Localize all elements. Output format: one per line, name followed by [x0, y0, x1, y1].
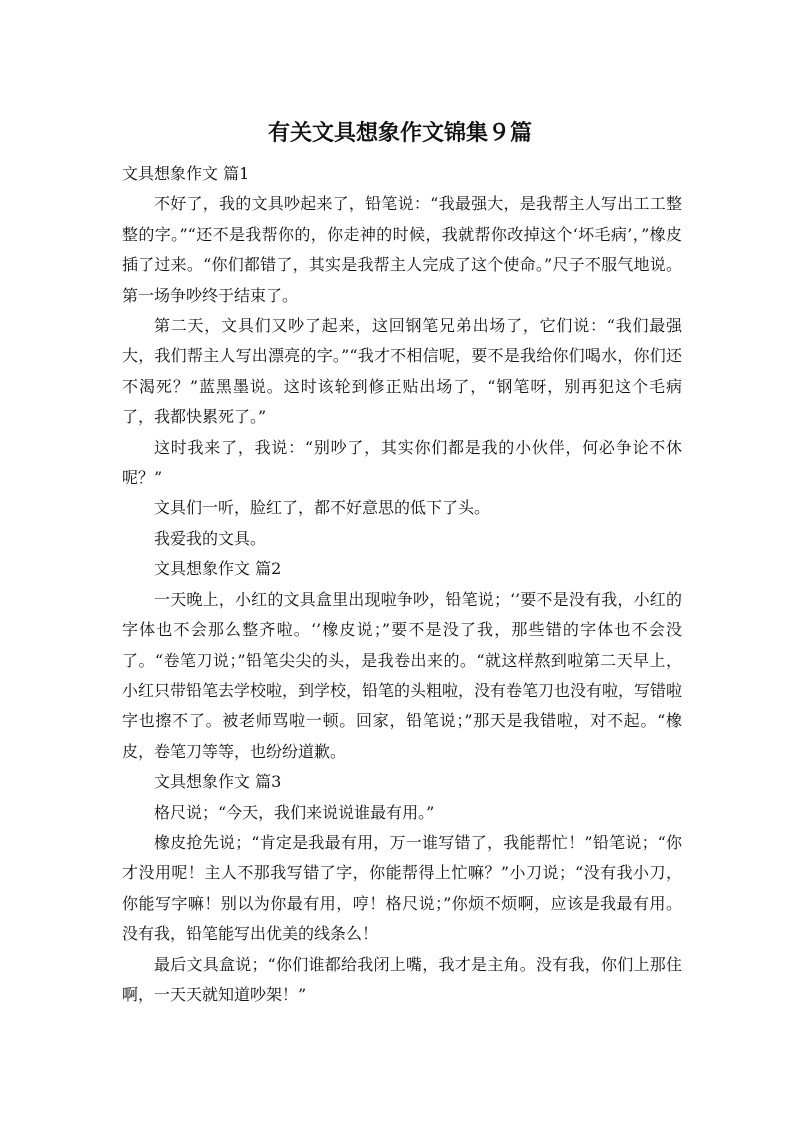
paragraph: 这时我来了，我说：“别吵了，其实你们都是我的小伙伴，何必争论不休呢？”	[122, 437, 682, 488]
section-heading: 文具想象作文 篇3	[154, 772, 282, 792]
paragraph: 不好了，我的文具吵起来了，铅笔说：“我最强大，是我帮主人写出工工整整的字。”“还不是我帮你的，你走神的时候，我就帮你改掉这个‘坏毛病’，”橡皮插了过来。“你们都错了，其实是我帮主人完成了这个使命。”尺子不服气地说。第一场争吵终于结束了。	[122, 194, 682, 305]
paragraph: 格尺说；“今天，我们来说说谁最有用。”	[154, 802, 435, 822]
paragraph: 最后文具盒说；“你们谁都给我闭上嘴，我才是主角。没有我，你们上那住啊，一天天就知道吵架！”	[122, 954, 682, 1004]
paragraph: 一天晚上，小红的文具盒里出现啦争吵，铅笔说；‘’要不是没有我，小红的字体也不会那么整齐啦。‘’橡皮说；”要不是没了我，那些错的字体也不会没了。“卷笔刀说；”铅笔尖尖的头，是我卷出来的。“就这样熬到啦第二天早上，小红只带铅笔去学校啦，到学校，铅笔的头粗啦，没有卷笔刀也没有啦，写错啦字也擦不了。被老师骂啦一顿。回家，铅笔说；”那天是我错啦，对不起。“橡皮，卷笔刀等等，也纷纷道歉。	[122, 589, 683, 761]
paragraph: 文具们一听，脸红了，都不好意思的低下了头。	[154, 498, 491, 518]
paragraph: 橡皮抢先说；“肯定是我最有用，万一谁写错了，我能帮忙！”铅笔说；“你才没用呢！主人不那我写错了字，你能帮得上忙嘛？”小刀说；“没有我小刀，你能写字嘛！别以为你最有用，哼！格尺说；”你烦不烦啊，应该是我最有用。没有我，铅笔能写出优美的线条么！	[122, 832, 682, 944]
document-body	[122, 159, 682, 1010]
section-heading: 文具想象作文 篇1	[122, 164, 250, 183]
section-heading: 文具想象作文 篇2	[154, 559, 282, 579]
paragraph: 我爱我的文具。	[154, 528, 267, 548]
paragraph: 第二天，文具们又吵了起来，这回钢笔兄弟出场了，它们说：“我们最强大，我们帮主人写出漂亮的字。”“我才不相信呢，要不是我给你们喝水，你们还不渴死？”蓝黑墨说。这时该轮到修正贴出场了，“钢笔呀，别再犯这个毛病了，我都快累死了。”	[122, 316, 682, 427]
document-title: 有关文具想象作文锦集９篇	[267, 121, 532, 146]
